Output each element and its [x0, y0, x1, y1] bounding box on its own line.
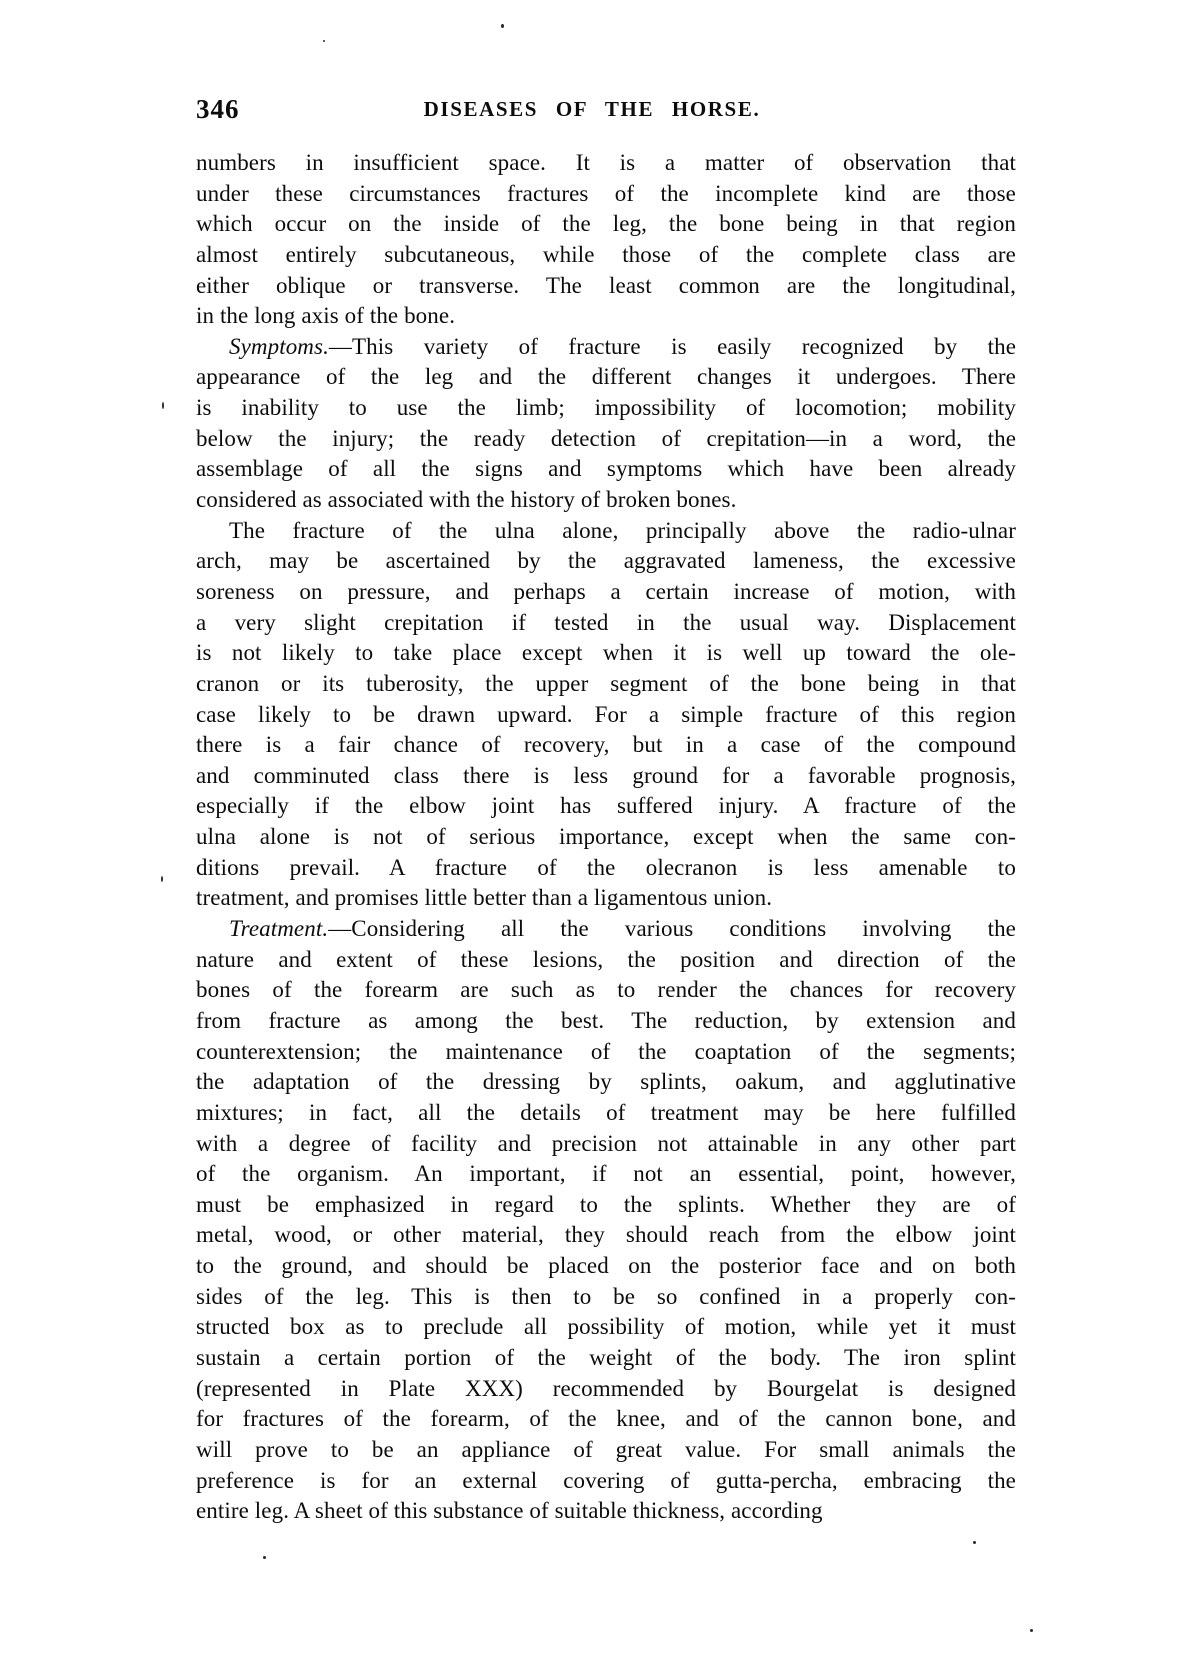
text-line: a very slight crepitation if tested in the usual way. Displacement: [196, 609, 1016, 635]
text-line: either oblique or transverse. The least common are the longitudinal,: [196, 272, 1016, 298]
text-line: in the long axis of the bone.: [196, 303, 456, 329]
text-line: under these circumstances fractures of the incomplete kind are those: [196, 180, 1016, 206]
scan-speck: [263, 1556, 266, 1559]
scan-speck: [161, 876, 163, 882]
text-line: especially if the elbow joint has suffered injury. A fracture of the: [196, 793, 1016, 819]
scan-speck: [323, 40, 325, 42]
text-line: of the organism. An important, if not an essential, point, however,: [196, 1161, 1016, 1187]
text-line: appearance of the leg and the different changes it undergoes. There: [196, 364, 1016, 390]
text-line: Symptoms.—This variety of fracture is easily recognized by the: [229, 333, 1016, 359]
page-number: 346: [196, 94, 240, 124]
text-line: treatment, and promises little better than a ligamentous union.: [196, 885, 773, 911]
text-line: bones of the forearm are such as to render the chances for recovery: [196, 977, 1016, 1003]
text-line: from fracture as among the best. The reduction, by extension and: [196, 1007, 1016, 1033]
text-line: ulna alone is not of serious importance, except when the same con-: [196, 824, 1016, 850]
text-line: considered as associated with the history of broken bones.: [196, 487, 737, 513]
text-line: to the ground, and should be placed on the posterior face and on both: [196, 1253, 1016, 1279]
text-line: mixtures; in fact, all the details of treatment may be here fulfilled: [196, 1099, 1016, 1125]
text-line: below the injury; the ready detection of crepitation—in a word, the: [196, 425, 1016, 451]
text-line: structed box as to preclude all possibility of motion, while yet it must: [196, 1314, 1016, 1340]
text-line: and comminuted class there is less ground for a favorable prognosis,: [196, 762, 1016, 788]
text-line: Treatment.—Considering all the various conditions involving the: [229, 916, 1016, 942]
running-head-title: DISEASES OF THE HORSE.: [423, 97, 761, 121]
text-line: numbers in insufficient space. It is a matter of observation that: [196, 150, 1016, 175]
text-line: ditions prevail. A fracture of the olecranon is less amenable to: [196, 854, 1016, 880]
scan-speck: [1030, 1629, 1033, 1632]
text-line: case likely to be drawn upward. For a simple fracture of this region: [196, 701, 1016, 727]
paragraph-lead-italic: Treatment.: [229, 916, 329, 942]
text-line: is inability to use the limb; impossibility of locomotion; mobility: [196, 395, 1016, 421]
text-line: cranon or its tuberosity, the upper segment of the bone being in that: [196, 670, 1016, 696]
running-header: [196, 94, 1016, 126]
text-line: nature and extent of these lesions, the position and direction of the: [196, 946, 1016, 972]
text-line: sides of the leg. This is then to be so confined in a properly con-: [196, 1283, 1016, 1309]
scan-speck: [501, 24, 504, 28]
text-line: the adaptation of the dressing by splints, oakum, and agglutinative: [196, 1069, 1016, 1095]
text-line: is not likely to take place except when it is well up toward the ole-: [196, 640, 1016, 666]
text-line: sustain a certain portion of the weight of the body. The iron splint: [196, 1344, 1016, 1370]
text-line: entire leg. A sheet of this substance of suitable thickness, according: [196, 1498, 823, 1524]
page-body-text: [196, 148, 1016, 1527]
text-line: for fractures of the forearm, of the knee, and of the cannon bone, and: [196, 1406, 1016, 1432]
text-line: arch, may be ascertained by the aggravated lameness, the excessive: [196, 548, 1016, 574]
text-line: there is a fair chance of recovery, but in a case of the compound: [196, 732, 1016, 758]
text-line: with a degree of facility and precision not attainable in any other part: [196, 1130, 1016, 1156]
paragraph-lead-italic: Symptoms.: [229, 333, 329, 359]
scan-speck: [162, 402, 164, 409]
text-line: almost entirely subcutaneous, while those of the complete class are: [196, 241, 1016, 267]
scan-speck: [973, 1541, 976, 1544]
text-line: will prove to be an appliance of great value. For small animals the: [196, 1436, 1016, 1462]
text-line: The fracture of the ulna alone, principally above the radio-ulnar: [229, 517, 1016, 543]
text-line: preference is for an external covering of gutta-percha, embracing the: [196, 1467, 1016, 1493]
text-line: which occur on the inside of the leg, the bone being in that region: [196, 211, 1016, 237]
text-line: assemblage of all the signs and symptoms which have been already: [196, 456, 1016, 482]
text-line: metal, wood, or other material, they should reach from the elbow joint: [196, 1222, 1016, 1248]
text-line: soreness on pressure, and perhaps a certain increase of motion, with: [196, 578, 1016, 604]
text-line: counterextension; the maintenance of the coaptation of the segments;: [196, 1038, 1016, 1064]
text-line: must be emphasized in regard to the splints. Whether they are of: [196, 1191, 1016, 1217]
text-line: (represented in Plate XXX) recommended by Bourgelat is designed: [196, 1375, 1016, 1401]
